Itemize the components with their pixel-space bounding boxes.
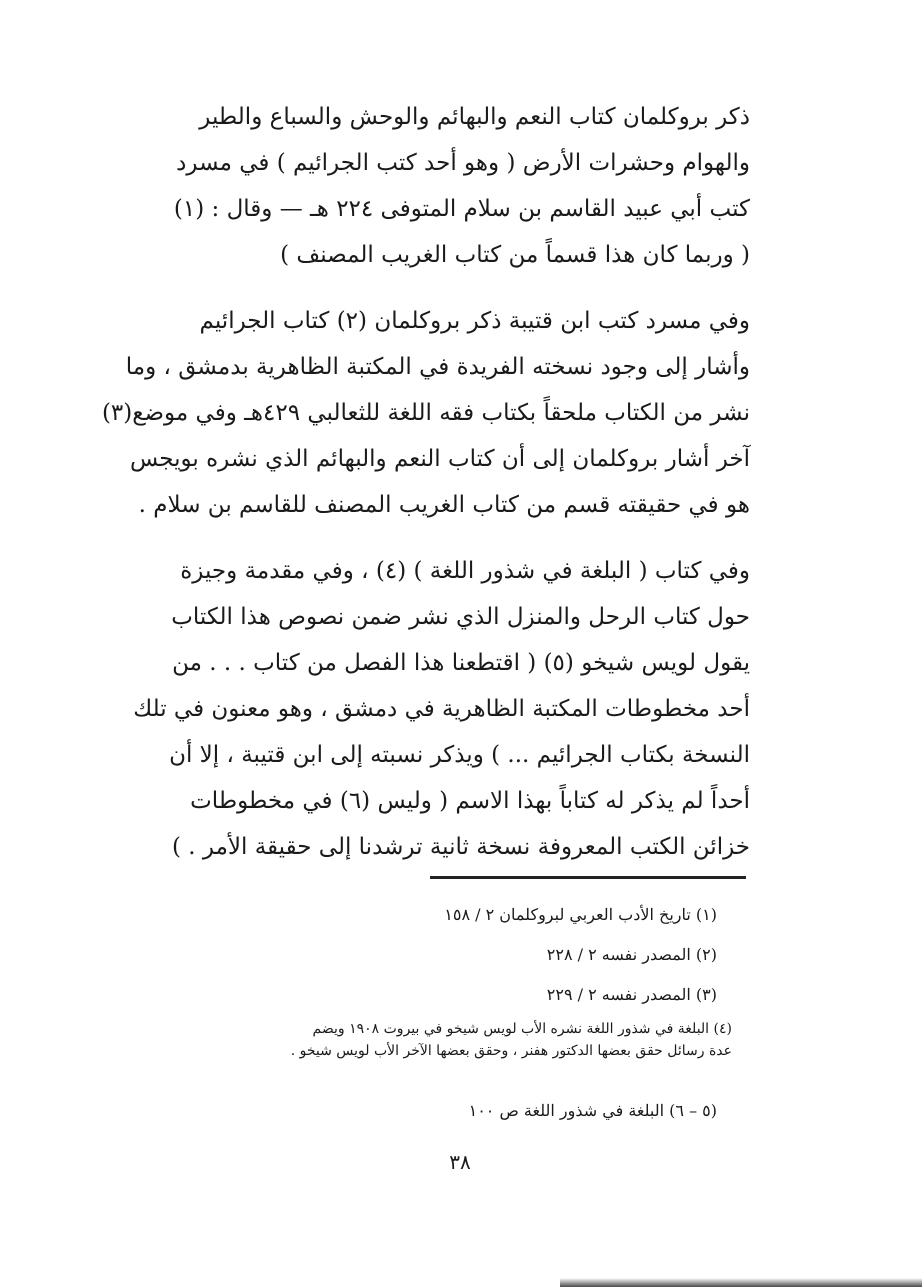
paragraph-3 <box>112 548 750 870</box>
footnote-5 <box>112 1096 717 1126</box>
text-line: كتب أبي عبيد القاسم بن سلام المتوفى ٢٢٤ هـ — وقال : (١) <box>173 196 750 222</box>
text-line: نشر من الكتاب ملحقاً بكتاب فقه اللغة للثعالبي ٤٢٩هـ وفي موضع(٣) <box>101 400 750 426</box>
text-line: ذكر بروكلمان كتاب النعم والبهائم والوحش والسباع والطير <box>199 104 750 130</box>
text-line: آخر أشار بروكلمان إلى أن كتاب النعم والبهائم الذي نشره بويجس <box>129 446 750 472</box>
footnote-1 <box>112 900 717 930</box>
footnote-2 <box>112 940 717 970</box>
scan-edge-shadow <box>560 1278 922 1287</box>
footnote-line: عدة رسائل حقق بعضها الدكتور هفنر ، وحقق بعضها الآخر الأب لويس شيخو . <box>290 1043 732 1059</box>
text-line: وفي كتاب ( البلغة في شذور اللغة ) (٤) ، وفي مقدمة وجيزة <box>180 558 750 584</box>
paragraph-1 <box>112 94 750 278</box>
text-line: ( وربما كان هذا قسماً من كتاب الغريب المصنف ) <box>280 242 750 268</box>
text-line: أحداً لم يذكر له كتاباً بهذا الاسم ( وليس (٦) في مخطوطات <box>190 788 750 814</box>
footnote-4 <box>112 1018 732 1062</box>
paragraph-2 <box>101 298 750 528</box>
text-line: خزائن الكتب المعروفة نسخة ثانية ترشدنا إلى حقيقة الأمر . ) <box>171 834 750 860</box>
text-line: حول كتاب الرحل والمنزل الذي نشر ضمن نصوص هذا الكتاب <box>171 604 750 630</box>
text-line: وفي مسرد كتب ابن قتيبة ذكر بروكلمان (٢) كتاب الجرائيم <box>199 308 750 334</box>
footnote-line: (٤) البلغة في شذور اللغة نشره الأب لويس شيخو في بيروت ١٩٠٨ ويضم <box>312 1021 732 1037</box>
text-line: النسخة بكتاب الجرائيم ... ) ويذكر نسبته إلى ابن قتيبة ، إلا أن <box>169 742 750 768</box>
footnote-line: (١) تاريخ الأدب العربي لبروكلمان ٢ / ١٥٨ <box>444 905 717 924</box>
footnote-line: (٥ – ٦) البلغة في شذور اللغة ص ١٠٠ <box>468 1101 717 1120</box>
text-line: وأشار إلى وجود نسخته الفريدة في المكتبة الظاهرية بدمشق ، وما <box>125 354 750 380</box>
footnote-line: (٣) المصدر نفسه ٢ / ٢٢٩ <box>546 985 717 1004</box>
page-number: ٣٨ <box>449 1150 471 1174</box>
text-line: هو في حقيقته قسم من كتاب الغريب المصنف للقاسم بن سلام . <box>138 492 750 518</box>
footnote-3 <box>112 980 717 1010</box>
text-line: والهوام وحشرات الأرض ( وهو أحد كتب الجرائيم ) في مسرد <box>176 150 750 176</box>
footnote-line: (٢) المصدر نفسه ٢ / ٢٢٨ <box>546 945 717 964</box>
footnote-separator <box>430 876 746 879</box>
text-line: يقول لويس شيخو (٥) ( اقتطعنا هذا الفصل من كتاب . . . من <box>172 650 750 676</box>
text-line: أحد مخطوطات المكتبة الظاهرية في دمشق ، وهو معنون في تلك <box>133 696 750 722</box>
